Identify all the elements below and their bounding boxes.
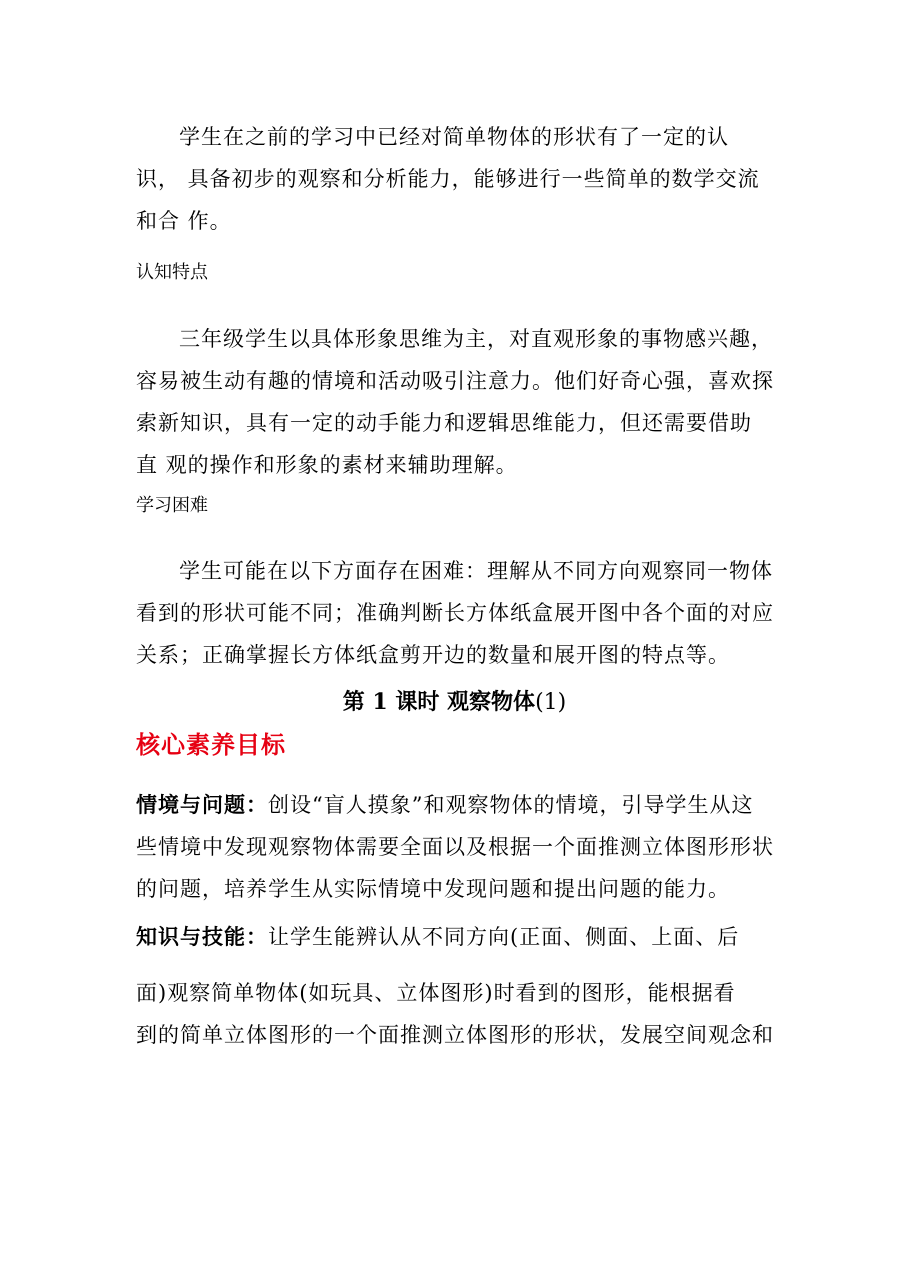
lesson-title-main: 第 1 课时 观察物体 <box>342 689 536 715</box>
text-line: 索新知识，具有一定的动手能力和逻辑思维能力，但还需要借助 <box>136 411 752 435</box>
cognitive-paragraph <box>136 318 774 486</box>
text-line: 面)观察简单物体(如玩具、立体图形)时看到的图形，能根据看 <box>136 981 736 1005</box>
difficulty-heading: 学习困难 <box>136 495 208 516</box>
knowledge-text: 让学生能辨认从不同方向(正面、侧面、上面、后 <box>268 925 740 949</box>
text-line: 和合 作。 <box>136 209 232 233</box>
text-line: 些情境中发现观察物体需要全面以及根据一个面推测立体图形形状 <box>136 835 774 859</box>
situation-text: 创设“盲人摸象”和观察物体的情境，引导学生从这 <box>268 793 754 817</box>
text-line: 容易被生动有趣的情境和活动吸引注意力。他们好奇心强，喜欢探 <box>136 369 774 393</box>
text-line <box>136 916 761 958</box>
text-line: 学生可能在以下方面存在困难：理解从不同方向观察同一物体 <box>179 559 773 583</box>
text-line: 直 观的操作和形象的素材来辅助理解。 <box>136 453 518 477</box>
lesson-title <box>0 684 909 721</box>
knowledge-paragraph <box>136 916 774 1056</box>
text-line: 的问题，培养学生从实际情境中发现问题和提出问题的能力。 <box>136 877 730 901</box>
situation-paragraph <box>136 784 774 910</box>
text-line: 看到的形状可能不同；准确判断长方体纸盒展开图中各个面的对应 <box>136 601 774 625</box>
intro-paragraph <box>136 116 761 242</box>
text-line: 三年级学生以具体形象思维为主，对直观形象的事物感兴趣， <box>179 327 773 351</box>
lesson-title-paren: (1) <box>535 690 567 715</box>
situation-label: 情境与问题： <box>136 792 268 817</box>
text-line <box>136 784 761 826</box>
text-line: 到的简单立体图形的一个面推测立体图形的形状，发展空间观念和 <box>136 1023 774 1047</box>
text-line: 关系；正确掌握长方体纸盒剪开边的数量和展开图的特点等。 <box>136 643 730 667</box>
knowledge-label: 知识与技能： <box>136 924 268 949</box>
difficulty-paragraph <box>136 550 774 676</box>
cognitive-heading: 认知特点 <box>136 262 208 283</box>
text-line: 学生在之前的学习中已经对简单物体的形状有了一定的认 <box>179 125 729 149</box>
core-goals-heading: 核心素养目标 <box>136 730 286 759</box>
text-line: 识， 具备初步的观察和分析能力，能够进行一些简单的数学交流 <box>136 167 760 191</box>
